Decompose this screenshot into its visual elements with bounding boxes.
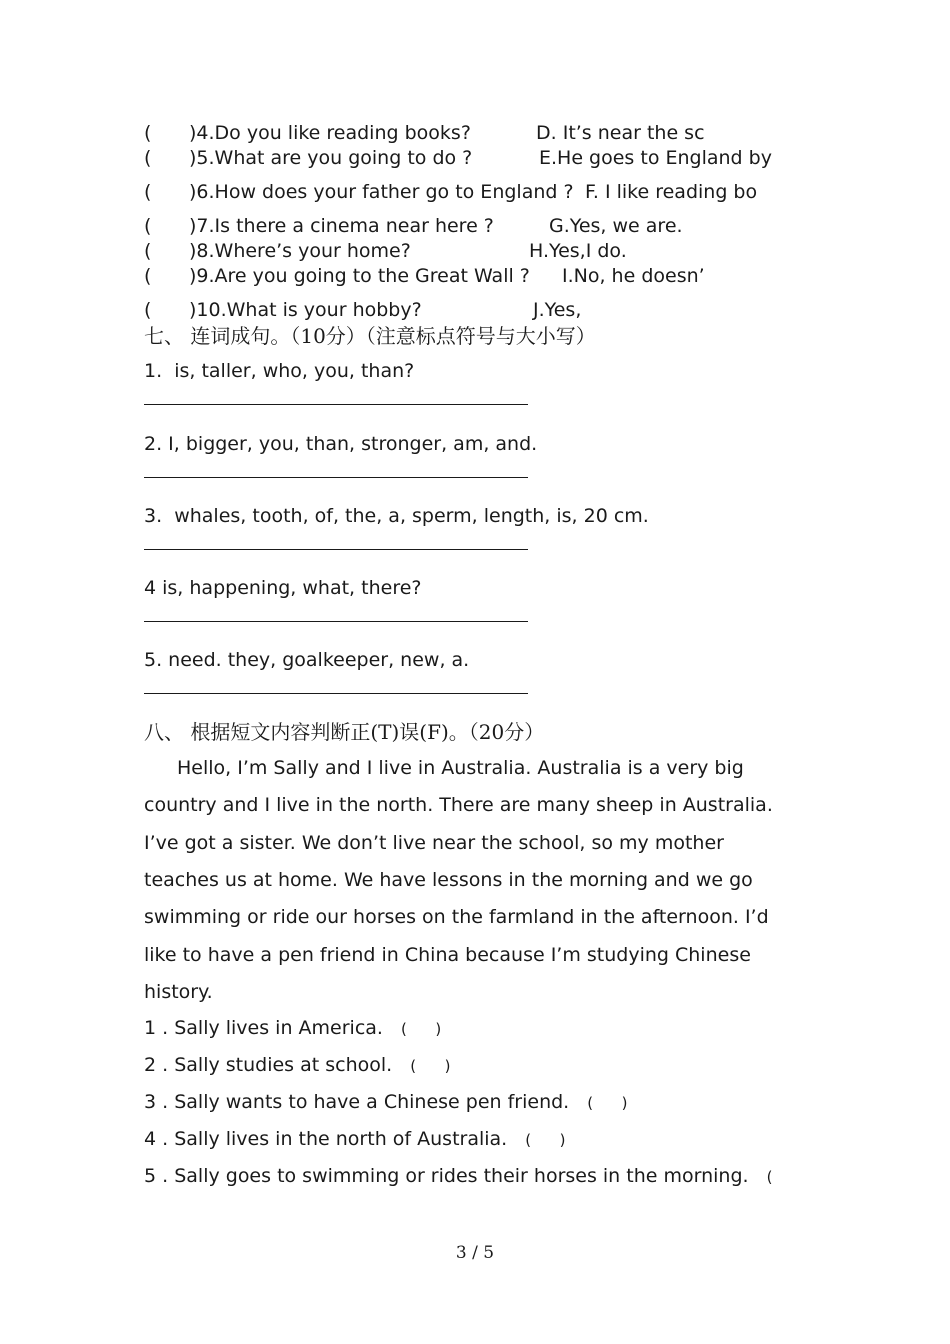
matching-question: )8.Where’s your home? [189, 240, 411, 262]
answer-blank[interactable]: ( [766, 1168, 773, 1186]
passage-line: Hello, I’m Sally and I live in Australia. Australia is a very big [177, 757, 744, 779]
matching-row: ( )4.Do you like reading books? D. It’s near the sc [144, 122, 705, 144]
tf-statement: 1 . Sally lives in America. ( ) [144, 1017, 442, 1039]
answer-line[interactable] [144, 621, 528, 622]
matching-answer: F. I like reading bo [585, 181, 758, 203]
matching-question: )7.Is there a cinema near here ? [189, 215, 494, 237]
passage-line: history. [144, 981, 213, 1003]
answer-line[interactable] [144, 477, 528, 478]
passage-line: teaches us at home. We have lessons in the morning and we go [144, 869, 753, 891]
page-number: 3 / 5 [455, 1243, 495, 1263]
answer-line[interactable] [144, 404, 528, 405]
matching-row: ( )5.What are you going to do ? E.He goes to England by [144, 147, 772, 169]
matching-question: )6.How does your father go to England ? [189, 181, 574, 203]
answer-line[interactable] [144, 549, 528, 550]
reorder-item: 3. whales, tooth, of, the, a, sperm, length, is, 20 cm. [144, 505, 649, 527]
reorder-item: 2. I, bigger, you, than, stronger, am, and. [144, 433, 538, 455]
matching-question: )10.What is your hobby? [189, 299, 422, 321]
matching-row: ( )7.Is there a cinema near here ? G.Yes, we are. [144, 215, 683, 237]
answer-blank[interactable]: ( ) [587, 1094, 628, 1112]
matching-answer: D. It’s near the sc [536, 122, 705, 144]
passage-line: swimming or ride our horses on the farmland in the afternoon. I’d [144, 906, 769, 928]
matching-question: )4.Do you like reading books? [189, 122, 471, 144]
matching-row: ( )6.How does your father go to England ? F. I like reading bo [144, 181, 758, 203]
passage-line: like to have a pen friend in China because I’m studying Chinese [144, 944, 751, 966]
passage-line: I’ve got a sister. We don’t live near the school, so my mother [144, 832, 724, 854]
reorder-item: 4 is, happening, what, there? [144, 577, 422, 599]
section-7-heading: 七、 连词成句。（10分）（注意标点符号与大小写） [144, 324, 596, 348]
matching-question: )5.What are you going to do ? [189, 147, 473, 169]
answer-blank[interactable]: ( ) [410, 1057, 451, 1075]
matching-question: )9.Are you going to the Great Wall ? [189, 265, 530, 287]
answer-line[interactable] [144, 693, 528, 694]
matching-answer: G.Yes, we are. [549, 215, 683, 237]
passage-line: country and I live in the north. There are many sheep in Australia. [144, 794, 773, 816]
matching-answer: H.Yes,I do. [529, 240, 627, 262]
reorder-item: 5. need. they, goalkeeper, new, a. [144, 649, 470, 671]
section-8-heading: 八、 根据短文内容判断正(T)误(F)。（20分） [144, 720, 545, 744]
matching-answer: E.He goes to England by [539, 147, 772, 169]
matching-row: ( )9.Are you going to the Great Wall ? I.No, he doesn’ [144, 265, 705, 287]
matching-answer: J.Yes, [533, 299, 582, 321]
tf-statement: 3 . Sally wants to have a Chinese pen friend. ( ) [144, 1091, 628, 1113]
reorder-item: 1. is, taller, who, you, than? [144, 360, 415, 382]
matching-row: ( )8.Where’s your home? H.Yes,I do. [144, 240, 627, 262]
tf-statement: 2 . Sally studies at school. ( ) [144, 1054, 451, 1076]
answer-blank[interactable]: ( ) [525, 1131, 566, 1149]
tf-statement: 5 . Sally goes to swimming or rides their horses in the morning. ( [144, 1165, 773, 1187]
matching-row: ( )10.What is your hobby? J.Yes, [144, 299, 582, 321]
tf-statement: 4 . Sally lives in the north of Australia. ( ) [144, 1128, 566, 1150]
answer-blank[interactable]: ( ) [400, 1020, 442, 1038]
matching-answer: I.No, he doesn’ [562, 265, 705, 287]
